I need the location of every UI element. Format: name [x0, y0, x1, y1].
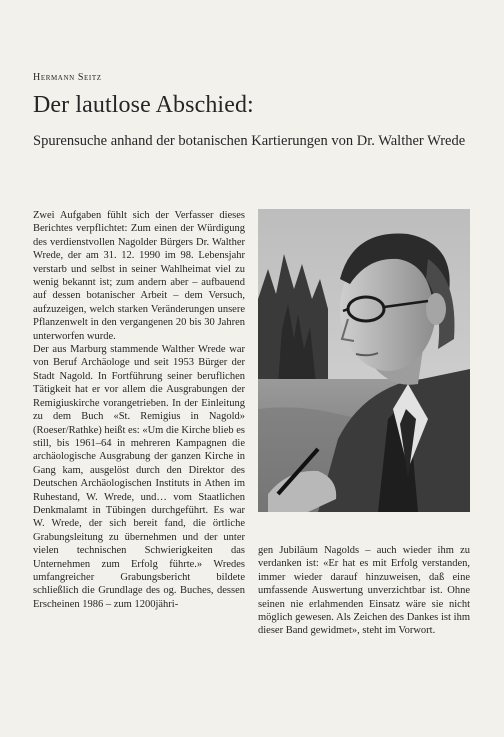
article-title: Der lautlose Abschied: — [33, 92, 254, 118]
portrait-photo — [258, 209, 470, 512]
paragraph-biography: Der aus Marburg stammende Walther Wrede war von Beruf Archäologe und seit 1953 Bürger der Stadt Nagold. In Fortführung seiner beruflichen Tätigkeit hat er vor allem die Ausgrabungen der Remigiuskirche vorangetrieben. In der Einleitung zu dem Buch «St. Remigius in Nagold» (Roeser/Rathke) heißt es: «Um die Kirche blieb es still, bis 1961–64 in mehreren Kampagnen die archäologische Ausgrabung der ganzen Kirche in Gang kam, ausgelöst durch den Direktor des Deutschen Archäologischen Instituts in Athen im Ruhestand, W. Wrede, und… vom Staatlichen Denkmalamt in Tübingen durchgeführt. Es war W. Wrede, der sich bereit fand, die örtliche Grabungsleitung zu übernehmen und der unter vielen technischen Schwierigkeiten das Unternehmen zum Erfolg führte.» Wredes umfangreicher Grabungsbericht bildete schließlich die Grundlage des og. Buches, dessen Erscheinen 1986 – zum 1200jähri- — [33, 344, 245, 610]
author-name: Hermann Seitz — [33, 72, 102, 83]
text-column-left — [33, 209, 245, 611]
text-column-right — [258, 544, 470, 638]
article-subtitle: Spurensuche anhand der botanischen Kartierungen von Dr. Walther Wrede — [33, 133, 466, 149]
paragraph-intro: Zwei Aufgaben fühlt sich der Verfasser dieses Berichtes verpflichtet: Zum einen der Würdigung des verdienstvollen Nagolder Bürgers Dr. Walther Wrede, der am 31. 12. 1990 im 98. Lebensjahr verstarb und selbst in seiner Wahlheimat viel zu wenig bekannt ist; zum andern aber – aufbauend auf dessen botanischer Arbeit – dem Versuch, aufzuzeigen, welch starken Veränderungen unsere Pflanzenwelt in den vergangenen 20 bis 30 Jahren unterworfen wurde. — [33, 210, 245, 342]
paragraph-continuation: gen Jubiläum Nagolds – auch wieder ihm zu verdanken ist: «Er hat es mit Erfolg verstanden, immer wieder darauf hinzuweisen, daß eine umfassende Auswertung unverzichtbar ist. Ohne seinen nie erlahmenden Einsatz wäre sie nicht möglich gewesen. Als Zeichen des Dankes ist ihm dieser Band gewidmet», steht im Vorwort. — [258, 545, 470, 637]
